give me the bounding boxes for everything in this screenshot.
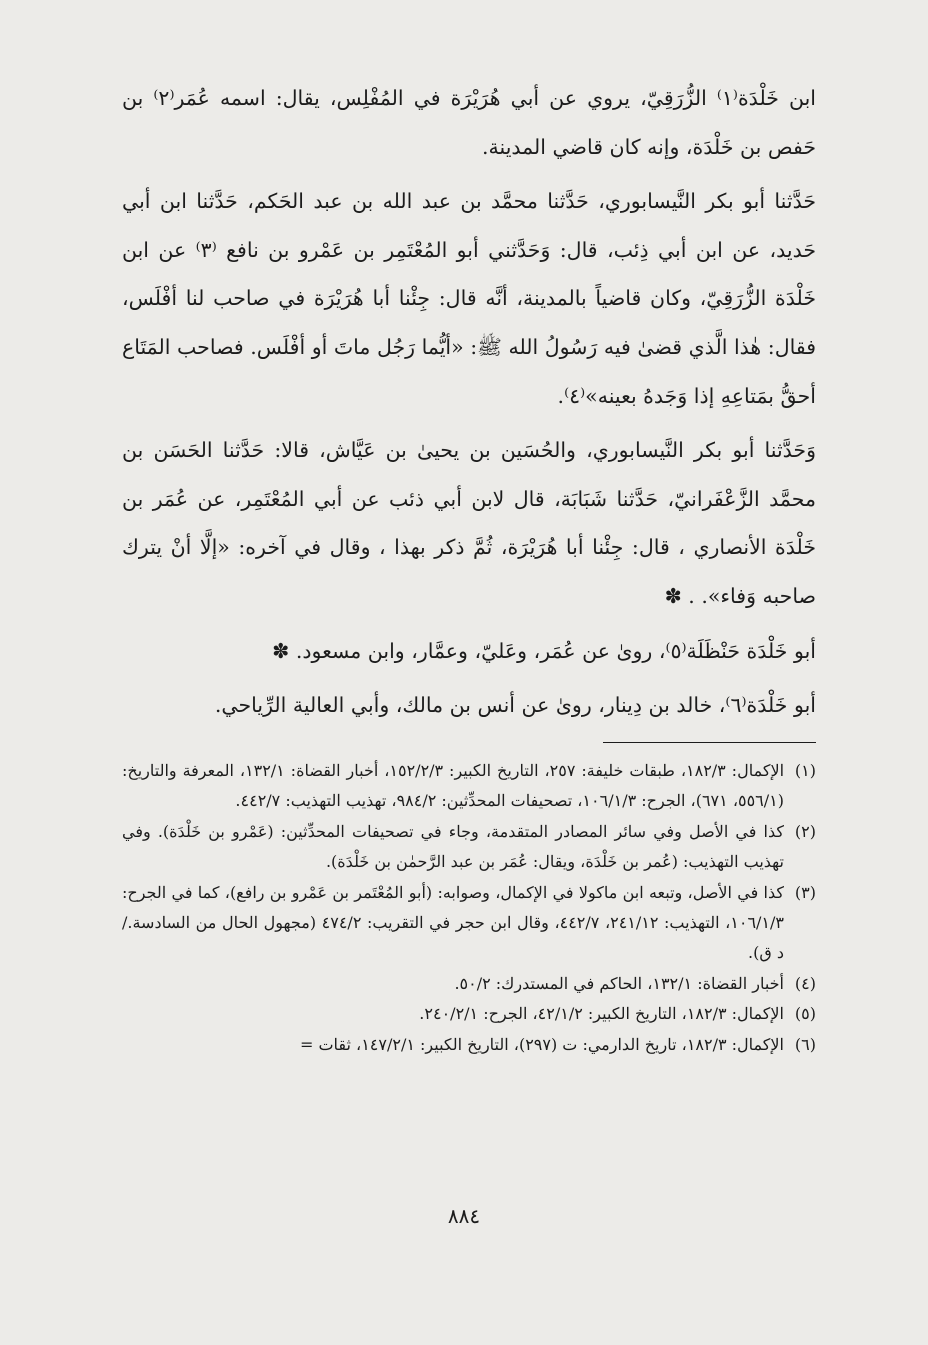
footnote-number: (٤) [794, 973, 816, 993]
footnote [122, 817, 816, 878]
paragraph-hadith-isnad-1: حَدَّثنا أبو بكر النَّيسابوري، حَدَّثنا محمَّد بن عبد الله بن عبد الحَكم، حَدَّثنا ابن أبي حَديد، عن ابن أبي ذِئب، قال: وَحَدَّثني أبو المُعْتَمِر بن عَمْرو بن نافع ⁽٣⁾ عن ابن خَلْدَة الزُّرَقِيّ، وكان قاضياً بالمدينة، أنَّه قال: جِئْنا أبا هُرَيْرَة في صاحب لنا أفْلَس، فقال: هٰذا الَّذي قضىٰ فيه رَسُولُ الله ﷺ: «أيُّما رَجُل ماتَ أو أفْلَس. فصاحب المَتَاع أحقُّ بمَتاعِهِ إذا وَجَدهُ بعينه»⁽٤⁾. [122, 189, 816, 408]
footnote-text: الإكمال: ١٨٢/٣، التاريخ الكبير: ٤٢/١/٢، الجرح: ٢٤٠/٢/١. [419, 1004, 784, 1024]
footnote-text: كذا في الأصل، وتبعه ابن ماكولا في الإكمال، وصوابه: (أبو المُعْتَمر بن عَمْرو بن رافع)، كما في الجرح: ١٠٦/١/٣، التهذيب: ٢٤١/١٢، ٤٤٢/٧، وقال ابن حجر في التقريب: ٤٧٤/٢ (مجهول الحال من السادسة./ د ق). [122, 882, 785, 963]
main-text [122, 74, 816, 730]
page-number: ٨٨٤ [447, 1204, 481, 1228]
footnote-divider [603, 742, 816, 743]
footnote [122, 969, 816, 999]
footnote-text: أخبار القضاة: ١٣٢/١، الحاكم في المستدرك: ٥٠/٢. [454, 973, 784, 993]
footnote-number: (٥) [794, 1004, 816, 1024]
paragraph-ibn-khalda: ابن خَلْدَة⁽١⁾ الزُّرَقِيّ، يروي عن أبي هُرَيْرَة في المُفْلِس، يقال: اسمه عُمَر⁽٢⁾ بن حَفص بن خَلْدَة، وإنه كان قاضي المدينة. [122, 86, 816, 159]
footnote-number: (٦) [794, 1034, 816, 1054]
paragraph-abu-khalda-khalid: أبو خَلْدَة⁽٦⁾، خالد بن دِينار، روىٰ عن أنس بن مالك، وأبي العالية الرِّياحي. [214, 693, 816, 718]
footnote-text: الإكمال: ١٨٢/٣، تاريخ الدارمي: ت (٢٩٧)، التاريخ الكبير: ١٤٧/٢/١، ثقات = [299, 1034, 784, 1054]
footnote [122, 999, 816, 1029]
footnote [122, 1030, 816, 1060]
paragraph-hadith-isnad-2: وَحَدَّثنا أبو بكر النَّيسابوري، والحُسَين بن يحيىٰ بن عَيَّاش، قالا: حَدَّثنا الحَسَن بن محمَّد الزَّعْفَرانيّ، حَدَّثنا شَبَابَة، قال لابن أبي ذئب عن أبي المُعْتَمِر، عن عُمَر بن خَلْدَة الأنصاري ، قال: جِئْنا أبا هُرَيْرَة، ثُمَّ ذكر بهذا ، وقال في آخره: «إلَّا أنْ يترك صاحبه وَفاء». . ✽ [122, 438, 816, 608]
footnote-text: كذا في الأصل وفي سائر المصادر المتقدمة، وجاء في تصحيفات المحدِّثين: (عَمْرو بن خَلْدَة). وفي تهذيب التهذيب: (عُمر بن خَلْدَة، ويقال: عُمَر بن عبد الرَّحمٰن بن خَلْدَة). [122, 821, 784, 872]
footnote [122, 756, 816, 817]
footnote [122, 878, 816, 969]
footnote-text: الإكمال: ١٨٢/٣، طبقات خليفة: ٢٥٧، التاريخ الكبير: ١٥٢/٢/٣، أخبار القضاة: ١٣٢/١، المعرفة والتاريخ: (٥٥٦/١، ٦٧١)، الجرح: ١٠٦/١/٣، تصحيفات المحدِّثين: ٩٨٤/٢، تهذيب التهذيب: ٤٤٢/٧. [122, 761, 785, 811]
paragraph-abu-khalda-hanzala: أبو خَلْدَة حَنْظَلَة⁽٥⁾، روىٰ عن عُمَر، وعَليّ، وعمَّار، وابن مسعود. ✽ [272, 638, 816, 663]
footnote-number: (٢) [794, 821, 816, 841]
footnote-number: (٣) [794, 882, 816, 902]
footnotes [122, 756, 816, 1060]
footnote-number: (١) [794, 761, 816, 780]
